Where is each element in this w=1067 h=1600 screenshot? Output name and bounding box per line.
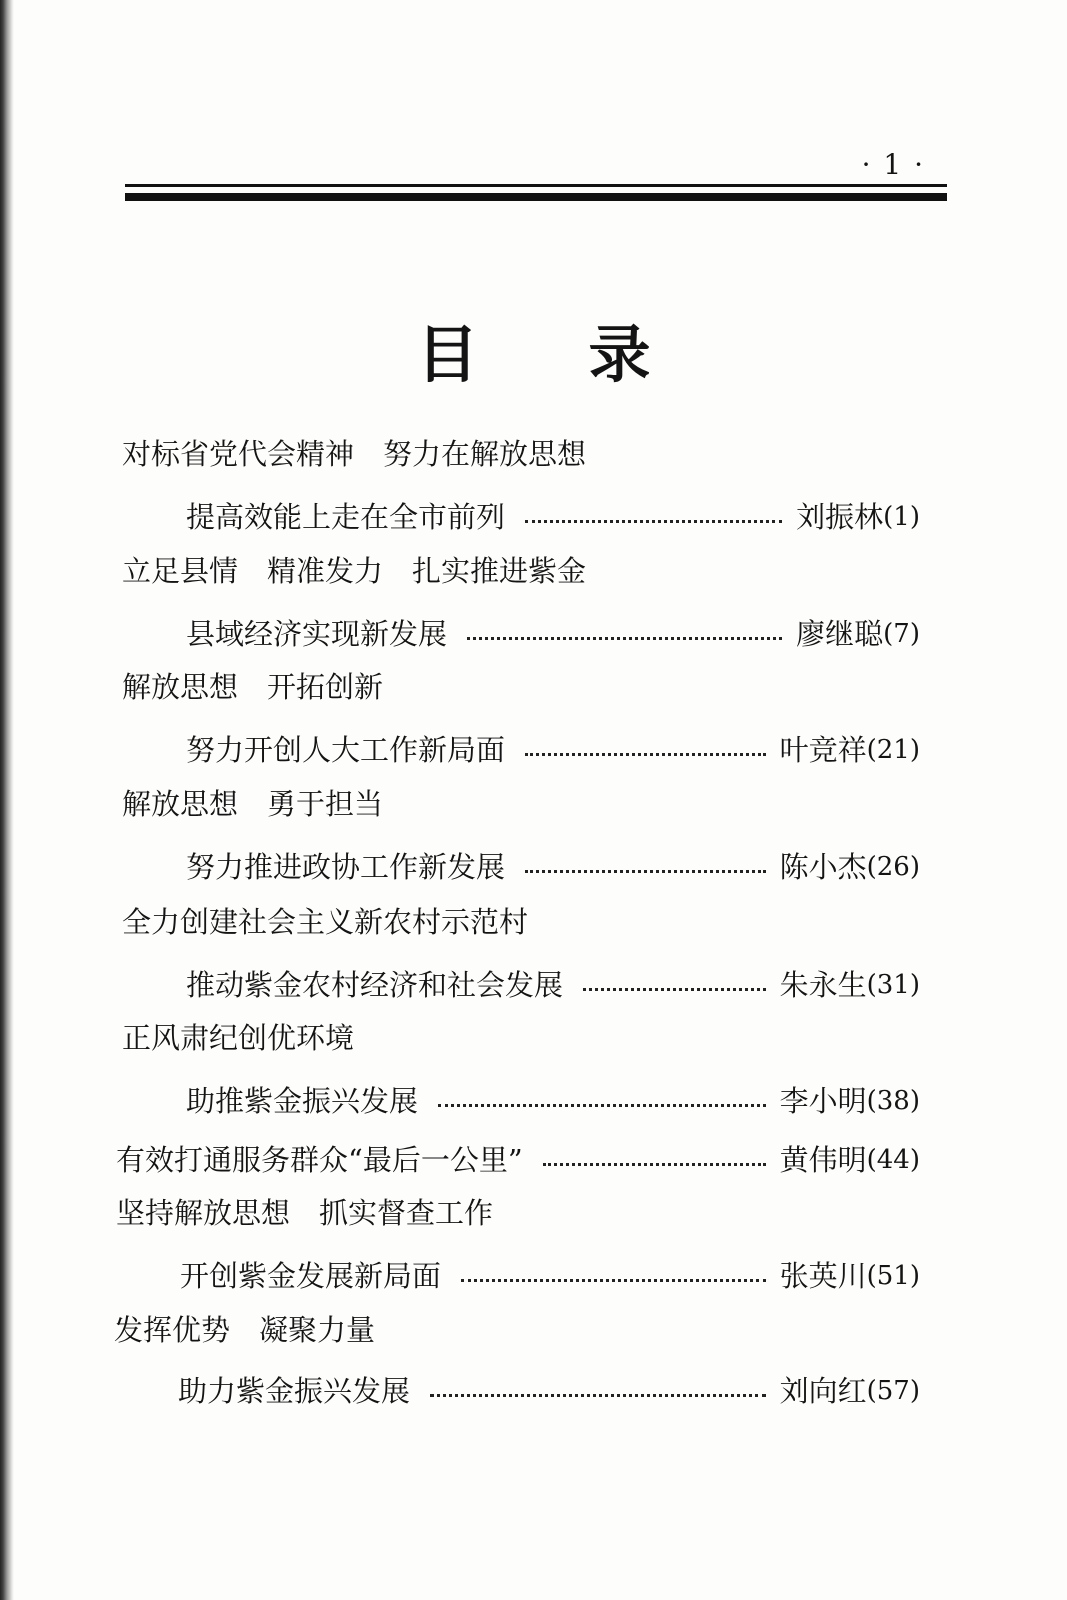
dot-leader [461,1279,766,1282]
toc-entry-author: 叶竞祥 [779,733,867,767]
toc-title: 目录 [416,318,761,391]
toc-entry-title-line2: 努力开创人大工作新局面 [186,733,506,767]
toc-entry-title[interactable] [122,1018,822,1058]
toc-entry-title-line1: 正风肃纪创优环境 [122,1021,355,1055]
toc-entry-title-line2: 助推紫金振兴发展 [186,1084,419,1118]
toc-entry-link[interactable] [186,497,920,537]
toc-entry-author: 张英川 [779,1259,867,1293]
toc-entry-title-line1: 对标省党代会精神 努力在解放思想 [122,437,587,471]
toc-entry-author: 陈小杰 [779,850,867,884]
toc-entry-title[interactable] [122,902,822,942]
toc-entry-author: 朱永生 [779,968,867,1002]
toc-entry-title[interactable] [122,784,822,824]
toc-entry-page: (51) [866,1261,920,1291]
dot-leader [438,1104,766,1107]
toc-entry-link[interactable] [186,965,920,1005]
toc-entry-link[interactable] [186,614,920,654]
toc-entry-author: 李小明 [779,1084,867,1118]
toc-entry-title-line1: 解放思想 勇于担当 [122,787,384,821]
toc-entry-title-line2: 助力紫金振兴发展 [178,1374,411,1408]
toc-entry-title-line1: 解放思想 开拓创新 [122,670,384,704]
toc-entry-title[interactable] [122,667,822,707]
toc-entry-title-line2: 推动紫金农村经济和社会发展 [186,968,564,1002]
toc-entry-link[interactable] [186,1081,920,1121]
toc-entry-link[interactable] [186,730,920,770]
toc-entry-title[interactable] [114,1310,814,1350]
toc-entry-title-line2: 努力推进政协工作新发展 [186,850,506,884]
toc-entry-link[interactable] [180,1256,920,1296]
toc-entry-page: (26) [866,852,920,882]
toc-entry-page: (57) [866,1376,920,1406]
toc-entry-author: 廖继聪 [796,617,884,651]
toc-entry-link[interactable] [116,1140,920,1180]
dot-leader [583,988,766,991]
toc-entry-title-line2: 开创紫金发展新局面 [180,1259,442,1293]
toc-entry-author: 黄伟明 [779,1143,867,1177]
dot-leader [430,1394,766,1397]
toc-entry-title-line1: 立足县情 精准发力 扎实推进紫金 [122,554,587,588]
toc-entry-page: (31) [866,970,920,1000]
toc-entry-page: (44) [866,1145,920,1175]
toc-entry-link[interactable] [186,847,920,887]
dot-leader [543,1163,766,1166]
toc-entry-title[interactable] [122,551,822,591]
toc-entry-title-line2: 提高效能上走在全市前列 [186,500,506,534]
toc-entry-author: 刘振林 [796,500,884,534]
toc-entry-page: (38) [866,1086,920,1116]
toc-entry-title-line2: 县域经济实现新发展 [186,617,448,651]
toc-entry-title-line1: 有效打通服务群众“最后一公里” [116,1143,523,1177]
toc-entry-page: (21) [866,735,920,765]
toc-entry-page: (7) [883,619,920,649]
page-number: · 1 · [861,148,925,181]
toc-entry-title[interactable] [122,434,822,474]
dot-leader [467,637,782,640]
dot-leader [525,520,782,523]
dot-leader [525,753,766,756]
dot-leader [525,870,766,873]
toc-entry-title-line1: 全力创建社会主义新农村示范村 [122,905,529,939]
toc-entry-link[interactable] [178,1371,920,1411]
toc-entry-title-line1: 坚持解放思想 抓实督查工作 [116,1196,494,1230]
toc-entry-title[interactable] [116,1193,816,1233]
toc-entry-author: 刘向红 [779,1374,867,1408]
toc-entry-title-line1: 发挥优势 凝聚力量 [114,1313,376,1347]
toc-entry-page: (1) [883,502,920,532]
